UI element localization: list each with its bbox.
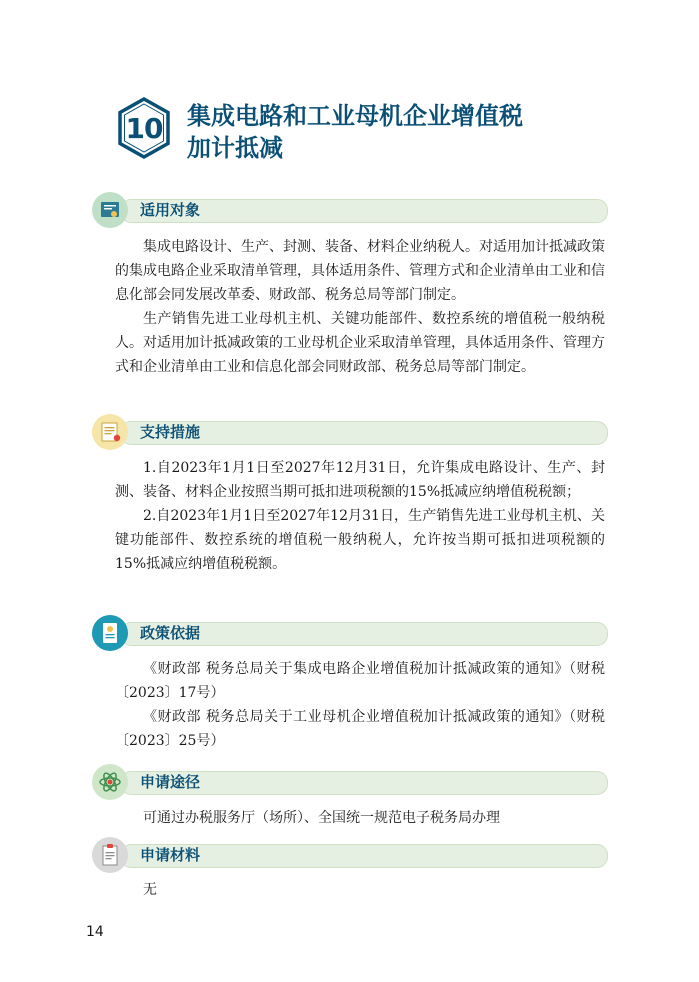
section-header-policy-basis (92, 615, 608, 651)
page-title (187, 100, 523, 164)
paragraph: 生产销售先进工业母机主机、关键功能部件、数控系统的增值税一般纳税人。对适用加计抵减政策的工业母机企业采取清单管理，具体适用条件、管理方式和企业清单由工业和信息化部会同财政部、税务总局等部门制定。 (115, 311, 605, 375)
section-label: 申请材料 (140, 846, 201, 864)
section-header-application-channel (92, 764, 608, 800)
section-label: 申请途径 (140, 773, 201, 791)
section-label: 政策依据 (140, 624, 201, 642)
section-header-application-materials (92, 837, 608, 873)
section-label: 支持措施 (140, 423, 201, 441)
section-body-application-channel (115, 806, 605, 830)
certificate-icon (92, 192, 128, 228)
paragraph: 《财政部 税务总局关于工业母机企业增值税加计抵减政策的通知》（财税〔2023〕25号） (115, 709, 605, 749)
policy-document-icon (92, 615, 128, 651)
section-body-application-materials (115, 878, 605, 902)
page-number: 14 (86, 924, 104, 940)
section-number: 10 (125, 111, 163, 145)
paragraph: 集成电路设计、生产、封测、装备、材料企业纳税人。对适用加计抵减政策的集成电路企业采取清单管理，具体适用条件、管理方式和企业清单由工业和信息化部会同发展改革委、财政部、税务总局等部门制定。 (115, 239, 605, 303)
paragraph: 1.自2023年1月1日至2027年12月31日，允许集成电路设计、生产、封测、装备、材料企业按照当期可抵扣进项税额的15%抵减应纳增值税税额； (115, 460, 605, 500)
section-body-support-measures (115, 456, 605, 576)
paragraph: 2.自2023年1月1日至2027年12月31日，生产销售先进工业母机主机、关键功能部件、数控系统的增值税一般纳税人，允许按当期可抵扣进项税额的15%抵减应纳增值税税额。 (115, 508, 605, 572)
section-body-policy-basis (115, 657, 605, 753)
section-body-applicable-objects (115, 235, 605, 379)
paragraph: 可通过办税服务厅（场所）、全国统一规范电子税务局办理 (143, 810, 500, 826)
paragraph: 《财政部 税务总局关于集成电路企业增值税加计抵减政策的通知》（财税〔2023〕17号） (115, 661, 605, 701)
section-header-support-measures (92, 414, 608, 450)
title-line-1: 集成电路和工业母机企业增值税 (187, 102, 523, 130)
atom-icon (92, 764, 128, 800)
section-label: 适用对象 (140, 201, 201, 219)
title-line-2: 加计抵减 (187, 134, 283, 162)
document-pin-icon (92, 414, 128, 450)
paragraph: 无 (143, 882, 157, 898)
section-header-applicable-objects (92, 192, 608, 228)
clipboard-icon (92, 837, 128, 873)
